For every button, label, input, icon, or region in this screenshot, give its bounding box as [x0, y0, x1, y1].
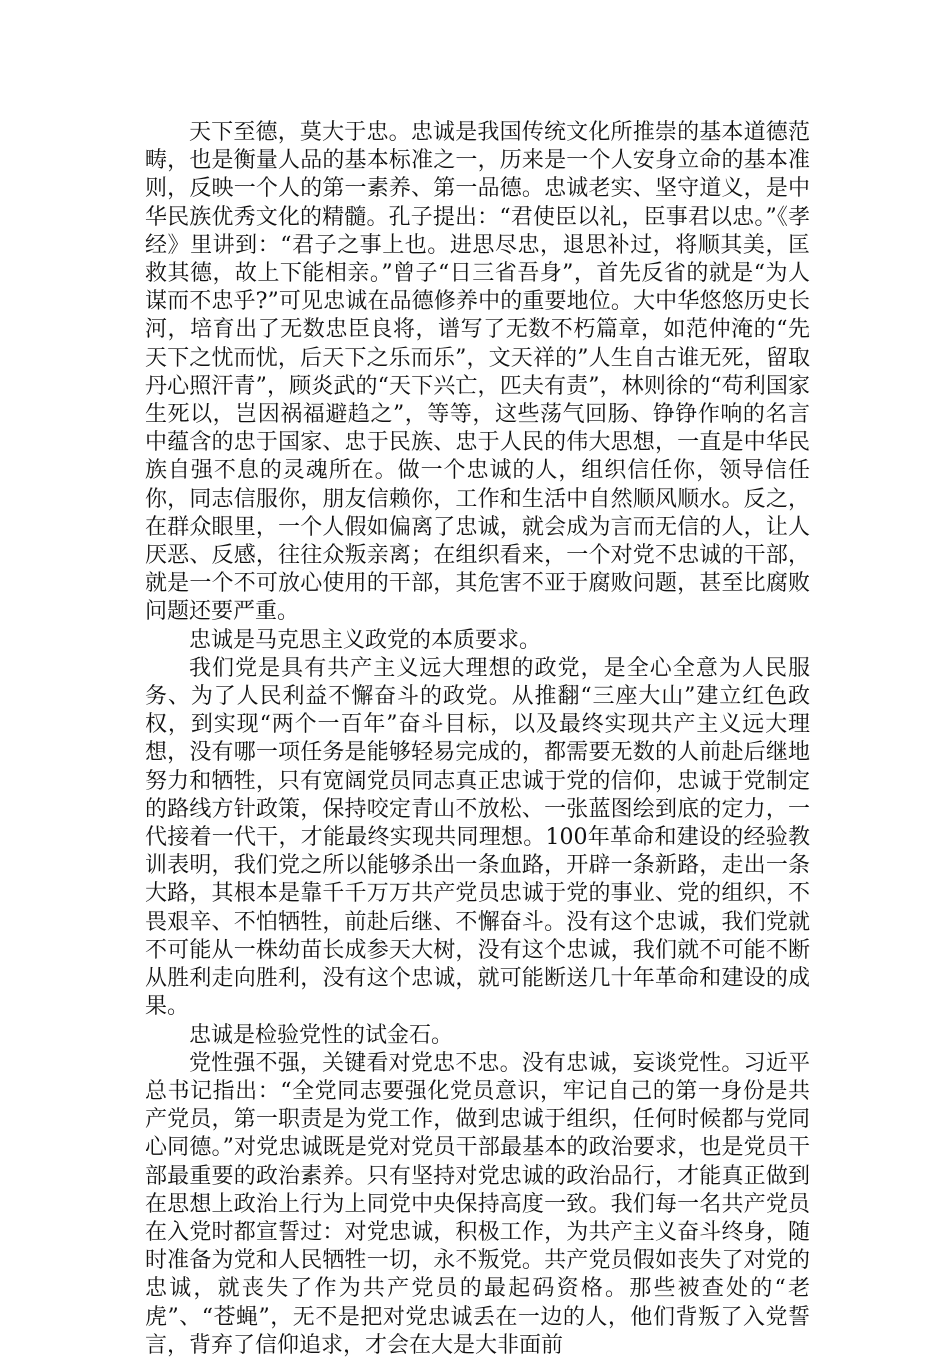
section-heading-party-requirement: 忠诚是马克思主义政党的本质要求。: [189, 627, 542, 653]
document-page: [145, 119, 810, 1360]
paragraph-loyalty-virtue: 天下至德，莫大于忠。忠诚是我国传统文化所推崇的基本道德范畴，也是衡量人品的基本标准之一，历来是一个人安身立命的基本准则，反映一个人的第一素养、第一品德。忠诚老实、坚守道义，是中华民族优秀文化的精髓。孔子提出：“君使臣以礼，臣事君以忠。”《孝经》里讲到：“君子之事上也。进思尽忠，退思补过，将顺其美，匡救其德，故上下能相亲。”曾子“日三省吾身”，首先反省的就是“为人谋而不忠乎?”可见忠诚在品德修养中的重要地位。大中华悠悠历史长河，培育出了无数忠臣良将，谱写了无数不朽篇章，如范仲淹的“先天下之忧而忧，后天下之乐而乐”，文天祥的”人生自古谁无死，留取丹心照汗青”，顾炎武的“天下兴亡，匹夫有责”，林则徐的“苟利国家生死以，岂因祸福避趋之”，等等，这些荡气回肠、铮铮作响的名言中蕴含的忠于国家、忠于民族、忠于人民的伟大思想，一直是中华民族自强不息的灵魂所在。做一个忠诚的人，组织信任你，领导信任你，同志信服你，朋友信赖你，工作和生活中自然顺风顺水。反之，在群众眼里，一个人假如偏离了忠诚，就会成为言而无信的人，让人厌恶、反感，往往众叛亲离；在组织看来，一个对党不忠诚的干部，就是一个不可放心使用的干部，其危害不亚于腐败问题，甚至比腐败问题还要严重。: [145, 120, 810, 625]
paragraph-party-spirit: 党性强不强，关键看对党忠不忠。没有忠诚，妄谈党性。习近平总书记指出：“全党同志要强化党员意识，牢记自己的第一身份是共产党员，第一职责是为党工作，做到忠诚于组织，任何时候都与党同心同德。”对党忠诚既是党对党员干部最基本的政治要求，也是党员干部最重要的政治素养。只有坚持对党忠诚的政治品行，才能真正做到在思想上政治上行为上同党中央保持高度一致。我们每一名共产党员在入党时都宣誓过：对党忠诚，积极工作，为共产主义奋斗终身，随时准备为党和人民牺牲一切，永不叛党。共产党员假如丧失了对党的忠诚，就丧失了作为共产党员的最起码资格。那些被查处的“老虎”、“苍蝇”，无不是把对党忠诚丢在一边的人，他们背叛了入党誓言，背弃了信仰追求，才会在大是大非面前: [145, 1050, 810, 1358]
paragraph-party-ideals: 我们党是具有共产主义远大理想的政党，是全心全意为人民服务、为了人民利益不懈奋斗的政党。从推翻“三座大山”建立红色政权，到实现“两个一百年”奋斗目标，以及最终实现共产主义远大理想，没有哪一项任务是能够轻易完成的，都需要无数的人前赴后继地努力和牺牲，只有宽阔党员同志真正忠诚于党的信仰，忠诚于党制定的路线方针政策，保持咬定青山不放松、一张蓝图绘到底的定力，一代接着一代干，才能最终实现共同理想。100年革命和建设的经验教训表明，我们党之所以能够杀出一条血路，开辟一条新路，走出一条大路，其根本是靠千千万万共产党员忠诚于党的事业、党的组织，不畏艰辛、不怕牺牲，前赴后继、不懈奋斗。没有这个忠诚，我们党就不可能从一株幼苗长成参天大树，没有这个忠诚，我们就不可能不断从胜利走向胜利，没有这个忠诚，就可能断送几十年革命和建设的成果。: [145, 655, 810, 1020]
section-heading-touchstone: 忠诚是检验党性的试金石。: [189, 1022, 454, 1048]
